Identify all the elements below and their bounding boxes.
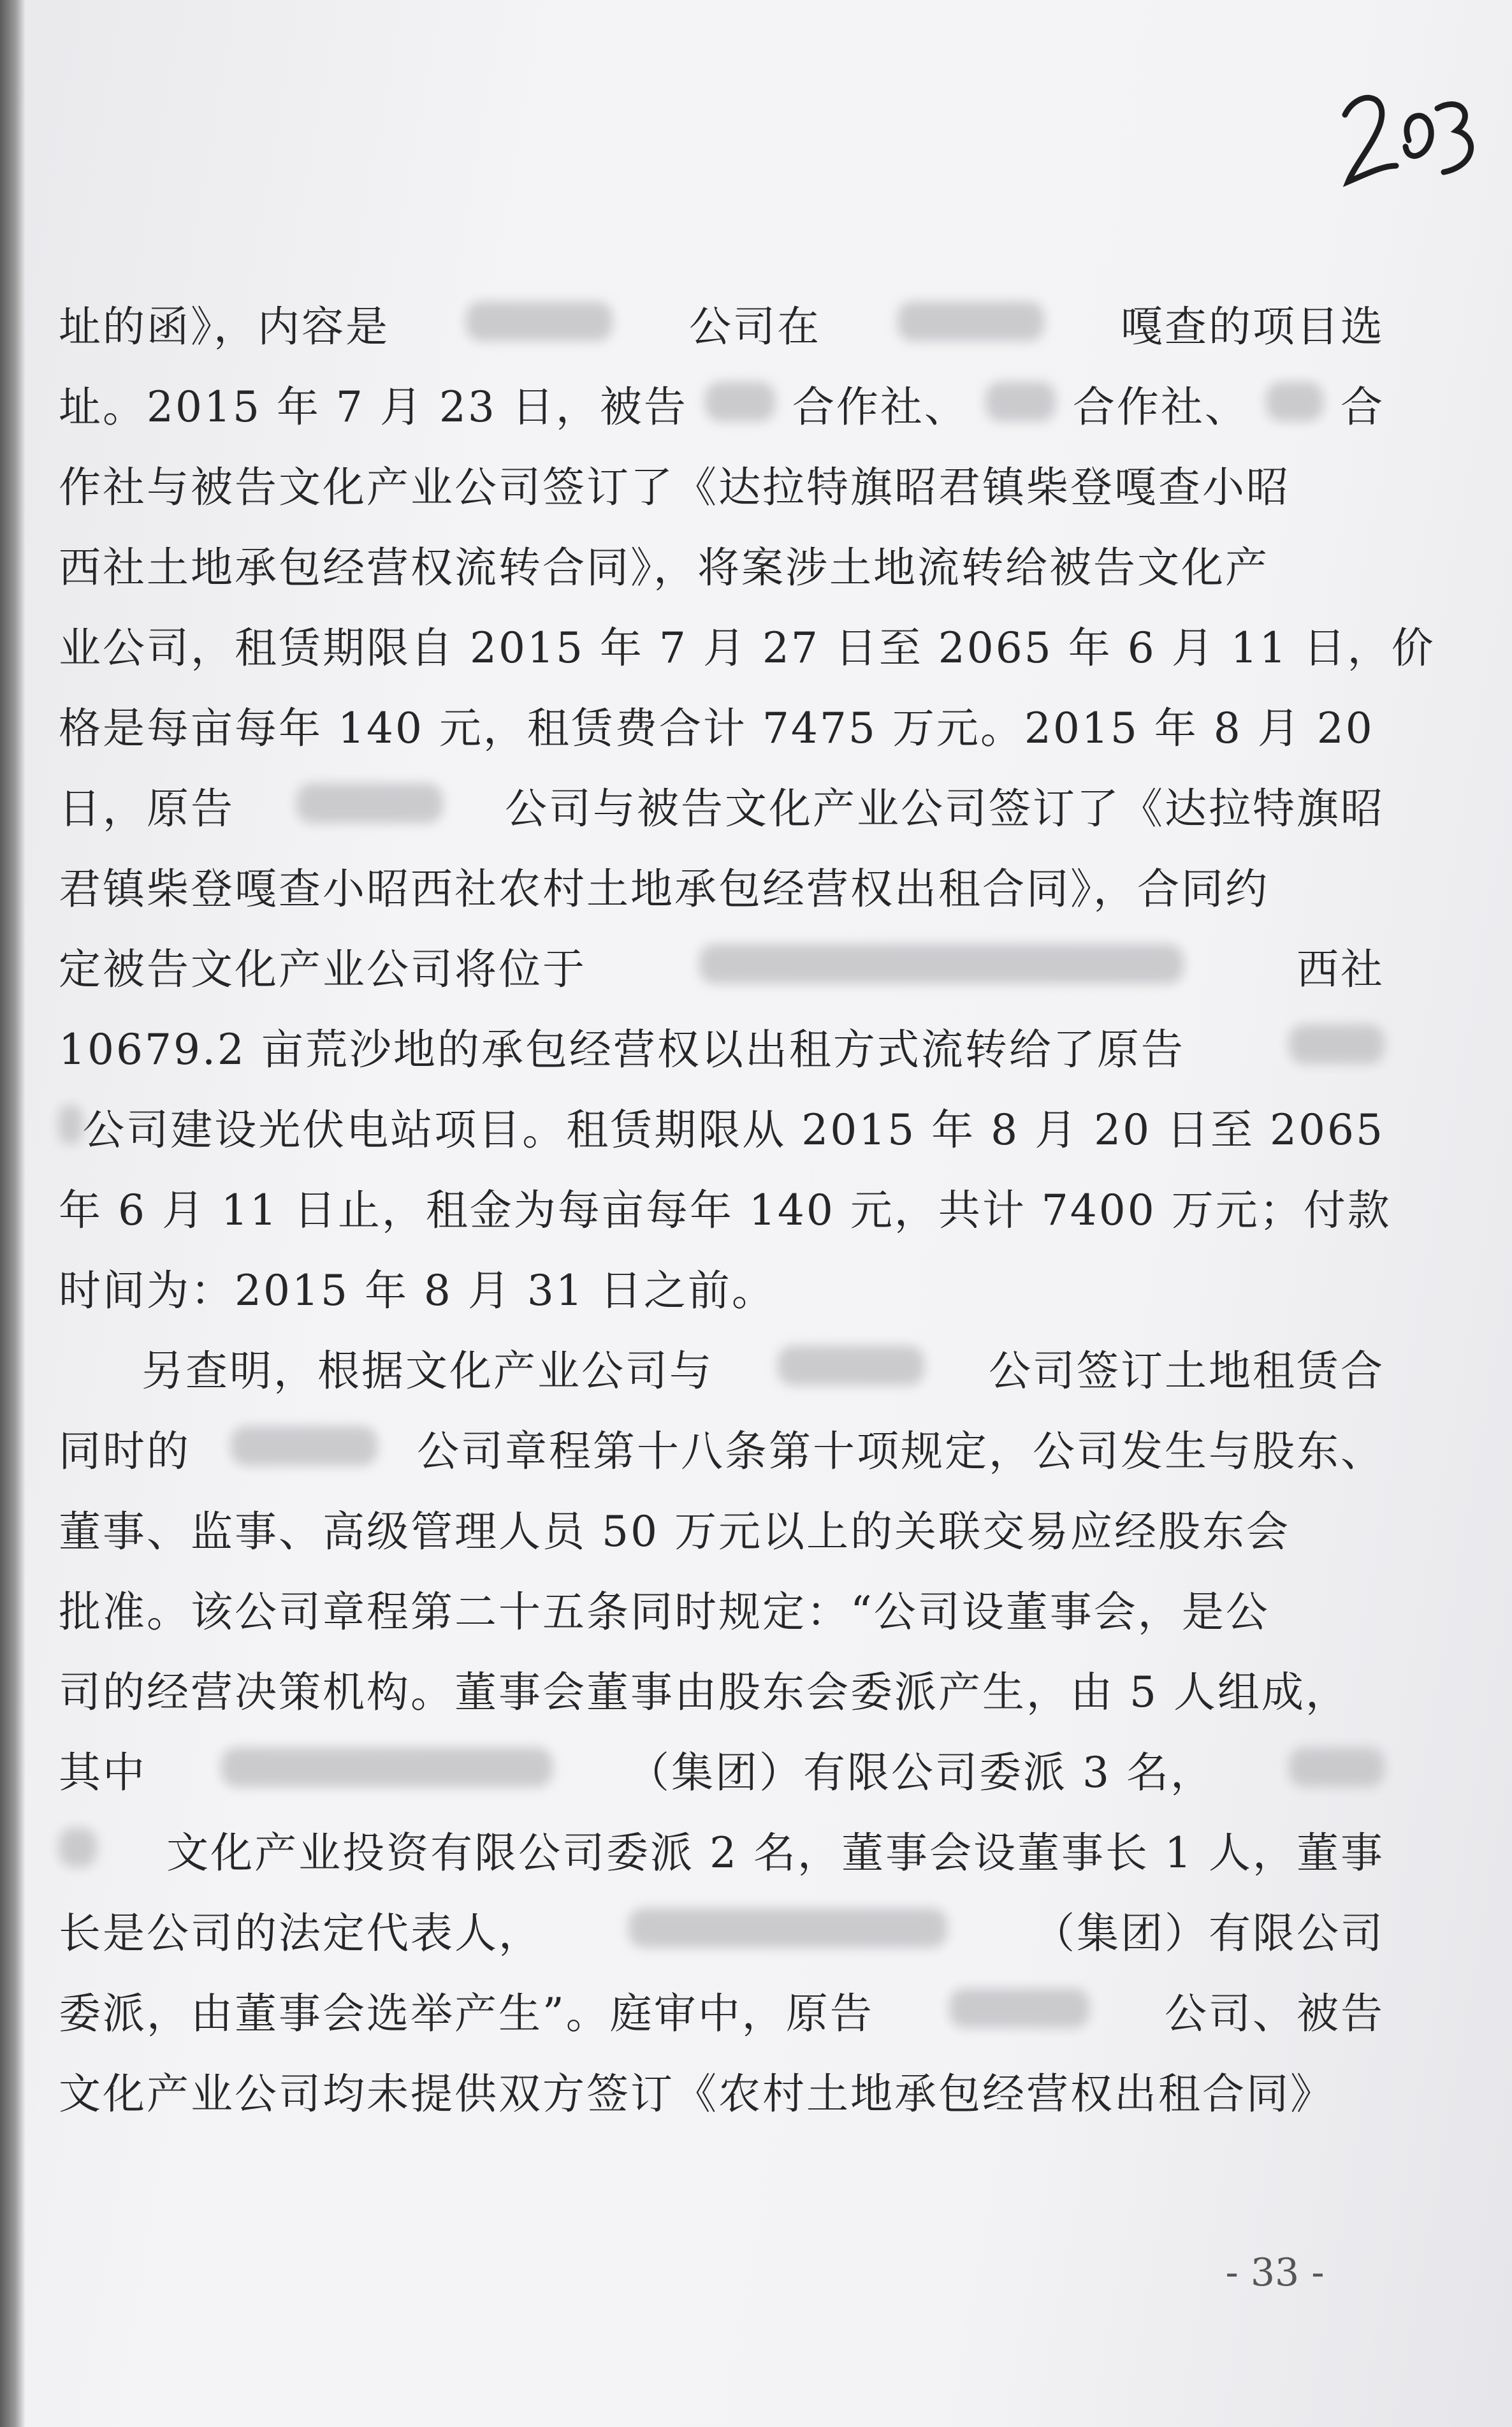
text-segment: 合作社、 [1072,383,1249,432]
text-segment: 批准。该公司章程第二十五条同时规定：“公司设董事会，是公 [59,1587,1270,1636]
text-line [59,1090,1385,1170]
text-line [59,367,1385,448]
redacted-name [778,1346,924,1385]
text-segment: 嘎查的项目选 [1121,302,1385,351]
handwritten-page-mark [1332,70,1485,198]
text-line [59,929,1385,1010]
text-segment: 业公司，租赁期限自 2015 年 7 月 27 日至 2065 年 6 月 11 日，价 [59,623,1436,673]
page-edge-shadow [0,0,25,2427]
text-line [59,1492,1385,1572]
text-segment: 董事、监事、高级管理人员 50 万元以上的关联交易应经股东会 [59,1507,1290,1556]
text-line [59,1733,1385,1813]
text-segment: 西社土地承包经营权流转合同》，将案涉土地流转给被告文化产 [59,543,1269,592]
redacted-name [466,302,613,341]
text-segment: 其中 [59,1748,147,1797]
text-segment: 时间为：2015 年 8 月 31 日之前。 [59,1266,776,1315]
text-line [59,769,1385,849]
text-line [59,448,1385,528]
text-segment: 定被告文化产业公司将位于 [59,945,586,994]
text-segment: 格是每亩每年 140 元，租赁费合计 7475 万元。2015 年 8 月 20 [59,704,1374,753]
redacted-name [221,1747,553,1787]
redacted-name [629,1908,947,1948]
text-line [59,849,1385,929]
redacted-name [1289,1747,1385,1787]
text-segment: 址的函》，内容是 [59,302,389,351]
text-line [59,2054,1385,2134]
text-segment: 文化产业公司均未提供双方签订《农村土地承包经营权出租合同》 [59,2069,1334,2118]
redacted-name [1266,382,1323,421]
text-segment: 另查明，根据文化产业公司与 [142,1346,713,1396]
text-segment: 同时的 [59,1427,191,1476]
text-line [59,1813,1385,1893]
text-segment: 日，原告 [59,784,235,833]
text-segment: 委派，由董事会选举产生”。庭审中，原告 [59,1989,874,2038]
text-line [59,528,1385,608]
text-line [59,1572,1385,1652]
text-line [59,608,1436,689]
redacted-name [1289,1024,1385,1064]
text-segment: 君镇柴登嘎查小昭西社农村土地承包经营权出租合同》，合同约 [59,864,1269,914]
text-segment: 公司建设光伏电站项目。租赁期限从 2015 年 8 月 20 日至 2065 [82,1105,1385,1155]
text-line [59,1974,1385,2054]
text-segment: 文化产业投资有限公司委派 2 名，董事会设董事长 1 人，董事 [166,1828,1385,1877]
text-segment: 西社 [1297,945,1385,994]
redacted-name [59,1828,97,1867]
text-segment: 公司章程第十八条第十项规定，公司发生与股东、 [417,1427,1385,1476]
text-line [59,1652,1385,1733]
redacted-name [231,1426,377,1466]
redacted-name [985,382,1056,421]
document-body [59,287,1436,2134]
redacted-name [949,1988,1089,2028]
text-line [59,689,1385,769]
text-line [59,1331,1385,1411]
redacted-name [898,302,1044,341]
page-number: - 33 - [1225,2250,1325,2295]
text-segment: （集团）有限公司委派 3 名， [627,1748,1214,1797]
text-segment: 合作社、 [792,383,968,432]
text-segment: 公司签订土地租赁合 [989,1346,1385,1396]
text-line [59,1251,1385,1331]
text-segment: 10679.2 亩荒沙地的承包经营权以出租方式流转给了原告 [59,1025,1185,1074]
redacted-name [699,944,1184,984]
text-segment: 合 [1340,383,1385,432]
text-segment: （集团）有限公司 [1033,1909,1385,1958]
text-segment: 公司在 [689,302,821,351]
text-segment: 公司、被告 [1165,1989,1385,2038]
text-segment: 公司与被告文化产业公司签订了《达拉特旗昭 [505,784,1385,833]
text-segment: 年 6 月 11 日止，租金为每亩每年 140 元，共计 7400 万元；付款 [59,1186,1392,1235]
text-line [59,1411,1385,1492]
text-segment: 址。2015 年 7 月 23 日，被告 [59,383,688,432]
text-segment: 作社与被告文化产业公司签订了《达拉特旗昭君镇柴登嘎查小昭 [59,463,1290,512]
text-line [59,1893,1385,1974]
redacted-name [59,1105,82,1144]
redacted-name [705,382,775,421]
text-segment: 长是公司的法定代表人， [59,1909,542,1958]
text-line [59,287,1385,367]
text-segment: 司的经营决策机构。董事会董事由股东会委派产生，由 5 人组成， [59,1668,1349,1717]
redacted-name [296,783,443,823]
text-line [59,1170,1392,1251]
text-line [59,1010,1385,1090]
